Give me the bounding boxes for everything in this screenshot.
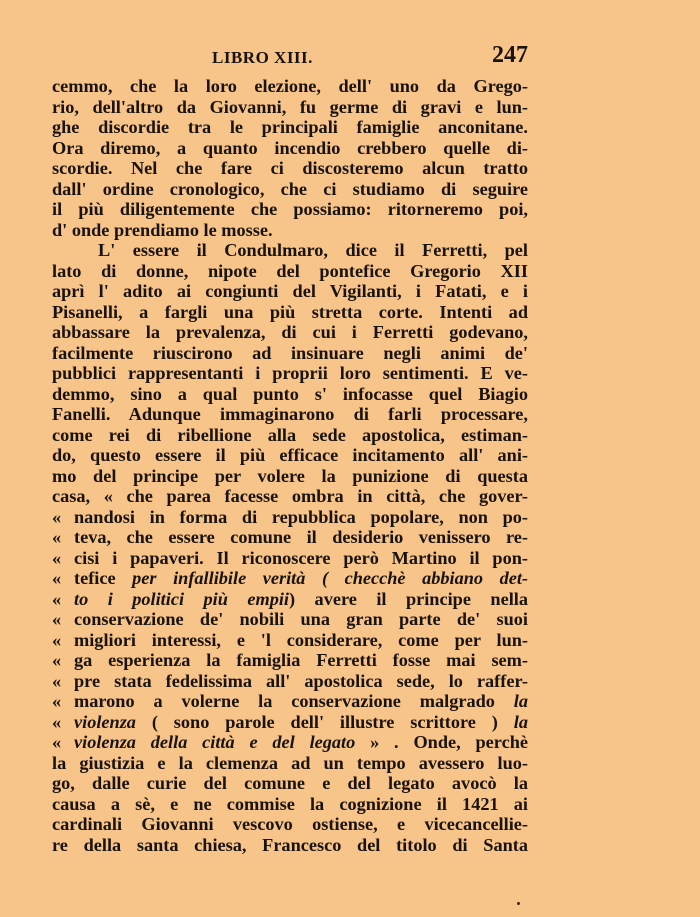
quote-mark: «: [52, 732, 62, 752]
quoted-line: « violenza ( sono parole dell' illustre scrittore ) la: [52, 711, 528, 732]
quote-mark: «: [52, 691, 62, 711]
quoted-line: « cisi i papaveri. Il riconoscere però Martino il pon-: [52, 547, 528, 568]
text-line: facilmente riuscirono ad insinuare negli animi de': [52, 342, 528, 363]
quote-mark: «: [52, 588, 62, 609]
italic-text: per infallibile verità ( checchè abbiano det-: [132, 568, 528, 588]
quoted-line: « migliori interessi, e 'l considerare, come per lun-: [52, 629, 528, 650]
quoted-line: « pre stata fedelissima all' apostolica sede, lo raffer-: [52, 670, 528, 691]
quote-mark: «: [52, 506, 62, 527]
quoted-line: « violenza della città e del legato » . Onde, perchè: [52, 732, 528, 752]
text-line: aprì l' adito ai congiunti del Vigilanti, i Fatati, e i: [52, 281, 528, 301]
text-line: cardinali Giovanni vescovo ostiense, e vicecancellie-: [52, 814, 528, 834]
text-line: rio, dell'altro da Giovanni, fu germe di gravi e lun-: [52, 96, 528, 117]
text-line: il più diligentemente che possiamo: ritorneremo poi,: [52, 199, 528, 219]
quoted-line: « to i politici più empii) avere il principe nella: [52, 588, 529, 609]
text-line: ghe discordie tra le principali famiglie anconitane.: [52, 117, 528, 137]
quote-mark: «: [52, 670, 62, 691]
quote-mark: «: [52, 527, 62, 547]
page-number: 247: [492, 42, 528, 68]
text-line: scordie. Nel che fare ci discosteremo alcun tratto: [52, 158, 528, 178]
text-line: re della santa chiesa, Francesco del titolo di Santa: [52, 834, 528, 855]
page-header: [52, 42, 528, 72]
running-title: LIBRO XIII.: [212, 48, 313, 67]
text-line: lato di donne, nipote del pontefice Gregorio XII: [52, 260, 528, 281]
quoted-line: « conservazione de' nobili una gran parte de' suoi: [52, 609, 528, 629]
paragraph-start-line: L' essere il Condulmaro, dice il Ferretti, pel: [98, 240, 528, 260]
text-line: dall' ordine cronologico, che ci studiamo di seguire: [52, 178, 528, 199]
quote-mark: «: [52, 711, 62, 732]
quoted-line: « nandosi in forma di repubblica popolare, non po-: [52, 506, 528, 527]
text-line: Fanelli. Adunque immaginarono di farli processare,: [52, 404, 528, 424]
quote-mark: «: [52, 547, 62, 568]
text-line: causa a sè, e ne commise la cognizione il 1421 ai: [52, 793, 528, 814]
italic-text: la: [513, 711, 528, 732]
text-line: pubblici rappresentanti i proprii loro sentimenti. E ve-: [52, 363, 528, 383]
text-line: go, dalle curie del comune e del legato avocò la: [52, 773, 528, 793]
italic-text: la: [513, 691, 528, 711]
text-line: abbassare la prevalenza, di cui i Ferretti godevano,: [52, 322, 528, 342]
text-line: casa, « che parea facesse ombra in città, che gover-: [52, 486, 528, 506]
text-line: la giustizia e la clemenza ad un tempo avessero luo-: [52, 752, 528, 773]
page-speck: [517, 902, 520, 905]
text-line: mo del principe per volere la punizione di questa: [52, 465, 528, 486]
text-line: cemmo, che la loro elezione, dell' uno da Grego-: [52, 76, 528, 96]
quoted-line: « ga esperienza la famiglia Ferretti fosse mai sem-: [52, 650, 528, 670]
quoted-line: « marono a volerne la conservazione malgrado la: [52, 691, 528, 711]
quote-mark: «: [52, 609, 62, 629]
italic-text: violenza della città e del legato: [74, 732, 356, 752]
text-line: do, questo essere il più efficace incitamento all' ani-: [52, 445, 528, 465]
text-line: demmo, sino a qual punto s' infocasse quel Biagio: [52, 383, 528, 404]
text-line: Pisanelli, a fargli una più stretta corte. Intenti ad: [52, 301, 528, 322]
italic-text: violenza: [74, 711, 136, 732]
quote-mark: «: [52, 568, 62, 588]
quoted-line: « teva, che essere comune il desiderio venissero re-: [52, 527, 528, 547]
quote-mark: «: [52, 650, 62, 670]
text-line: come rei di ribellione alla sede apostolica, estiman-: [52, 424, 528, 445]
quoted-line: « tefice per infallibile verità ( checchè abbiano det-: [52, 568, 528, 588]
italic-text: to i politici più empii: [74, 588, 289, 609]
text-line: d' onde prendiamo le mosse.: [52, 219, 273, 240]
quote-mark: «: [52, 629, 62, 650]
body-text: [52, 76, 528, 855]
text-line: Ora diremo, a quanto incendio crebbero quelle di-: [52, 137, 528, 158]
